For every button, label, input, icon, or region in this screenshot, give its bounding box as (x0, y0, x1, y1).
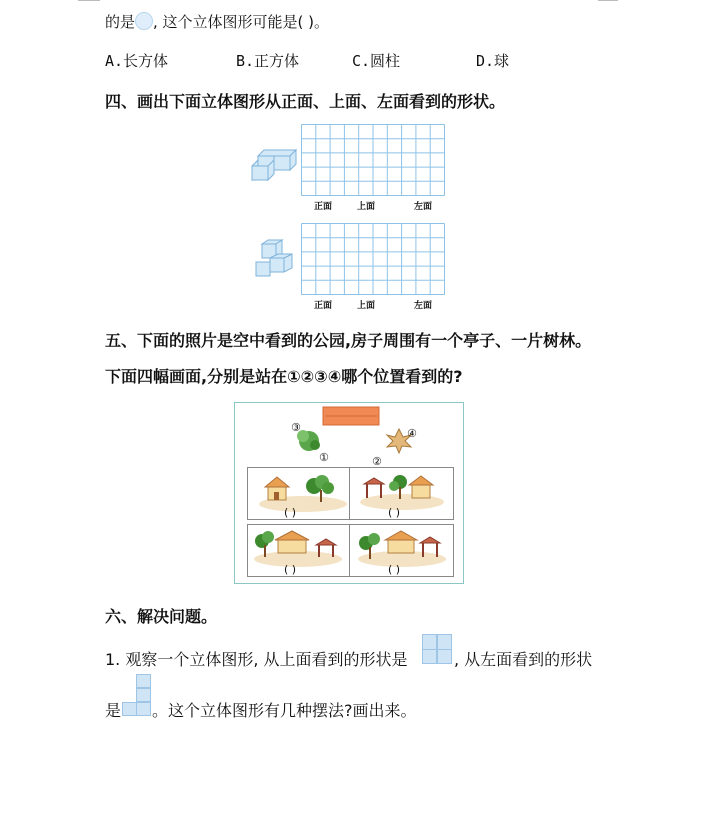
q6-problem-1-line2-suffix: 。这个立体图形有几种摆法?画出来。 (152, 701, 417, 720)
circle-shape-icon (135, 12, 153, 30)
view-label-front-1: 正面 (314, 202, 333, 212)
scene-panel-3 (247, 524, 350, 577)
option-d: D.球 (476, 52, 510, 70)
page-edge-mark-right (598, 0, 618, 1)
view-label-front-2: 正面 (314, 301, 333, 311)
scene-house-trees (248, 468, 349, 519)
view-label-top-1: 上面 (357, 202, 376, 212)
answer-blank-2[interactable]: ( ) (388, 506, 401, 519)
q6-problem-1-text: 1. 观察一个立体图形, 从上面看到的形状是 (105, 650, 408, 669)
q6-problem-1-line2-prefix: 是 (105, 701, 122, 720)
view-label-left-2: 左面 (414, 301, 433, 311)
q6-problem-1-suffix: , 从左面看到的形状 (454, 650, 593, 669)
scene-pavilion-tree-house (350, 468, 453, 519)
marker-1: ① (319, 451, 329, 464)
option-b: B.正方体 (236, 52, 300, 70)
left-view-shape-icon (122, 674, 152, 716)
q6-heading: 六、解决问题。 (105, 607, 218, 626)
cube-figure-2 (252, 238, 298, 282)
scene-panel-4 (349, 524, 454, 577)
scene-panel-2 (349, 467, 454, 520)
park-figure (234, 402, 464, 584)
scene-panel-1 (247, 467, 350, 520)
q4-heading: 四、画出下面立体图形从正面、上面、左面看到的形状。 (105, 92, 506, 111)
q3-line (105, 11, 329, 32)
drawing-grid-1 (301, 124, 445, 196)
top-view-shape-icon (422, 634, 452, 664)
q5-line1: 五、下面的照片是空中看到的公园,房子周围有一个亭子、一片树林。 (105, 331, 592, 350)
answer-blank-4[interactable]: ( ) (388, 563, 401, 576)
aerial-view (235, 403, 463, 467)
scene-trees-house-pavilion-2 (350, 525, 453, 576)
option-c: C.圆柱 (352, 52, 401, 70)
marker-4: ④ (407, 427, 417, 440)
cube-figure-1 (250, 146, 300, 184)
answer-blank-1[interactable]: ( ) (284, 506, 297, 519)
drawing-grid-2 (301, 223, 445, 295)
view-label-left-1: 左面 (414, 202, 433, 212)
page-edge-mark-left (78, 0, 100, 1)
q5-line2: 下面四幅画面,分别是站在①②③④哪个位置看到的? (105, 367, 463, 386)
q3-line-suffix: , 这个立体图形可能是( )。 (153, 13, 330, 31)
scene-trees-house-pavilion (248, 525, 349, 576)
answer-blank-3[interactable]: ( ) (284, 563, 297, 576)
marker-2: ② (372, 455, 382, 468)
view-label-top-2: 上面 (357, 301, 376, 311)
q3-line-prefix: 的是 (105, 13, 136, 31)
marker-3: ③ (291, 421, 301, 434)
option-a: A.长方体 (105, 52, 169, 70)
